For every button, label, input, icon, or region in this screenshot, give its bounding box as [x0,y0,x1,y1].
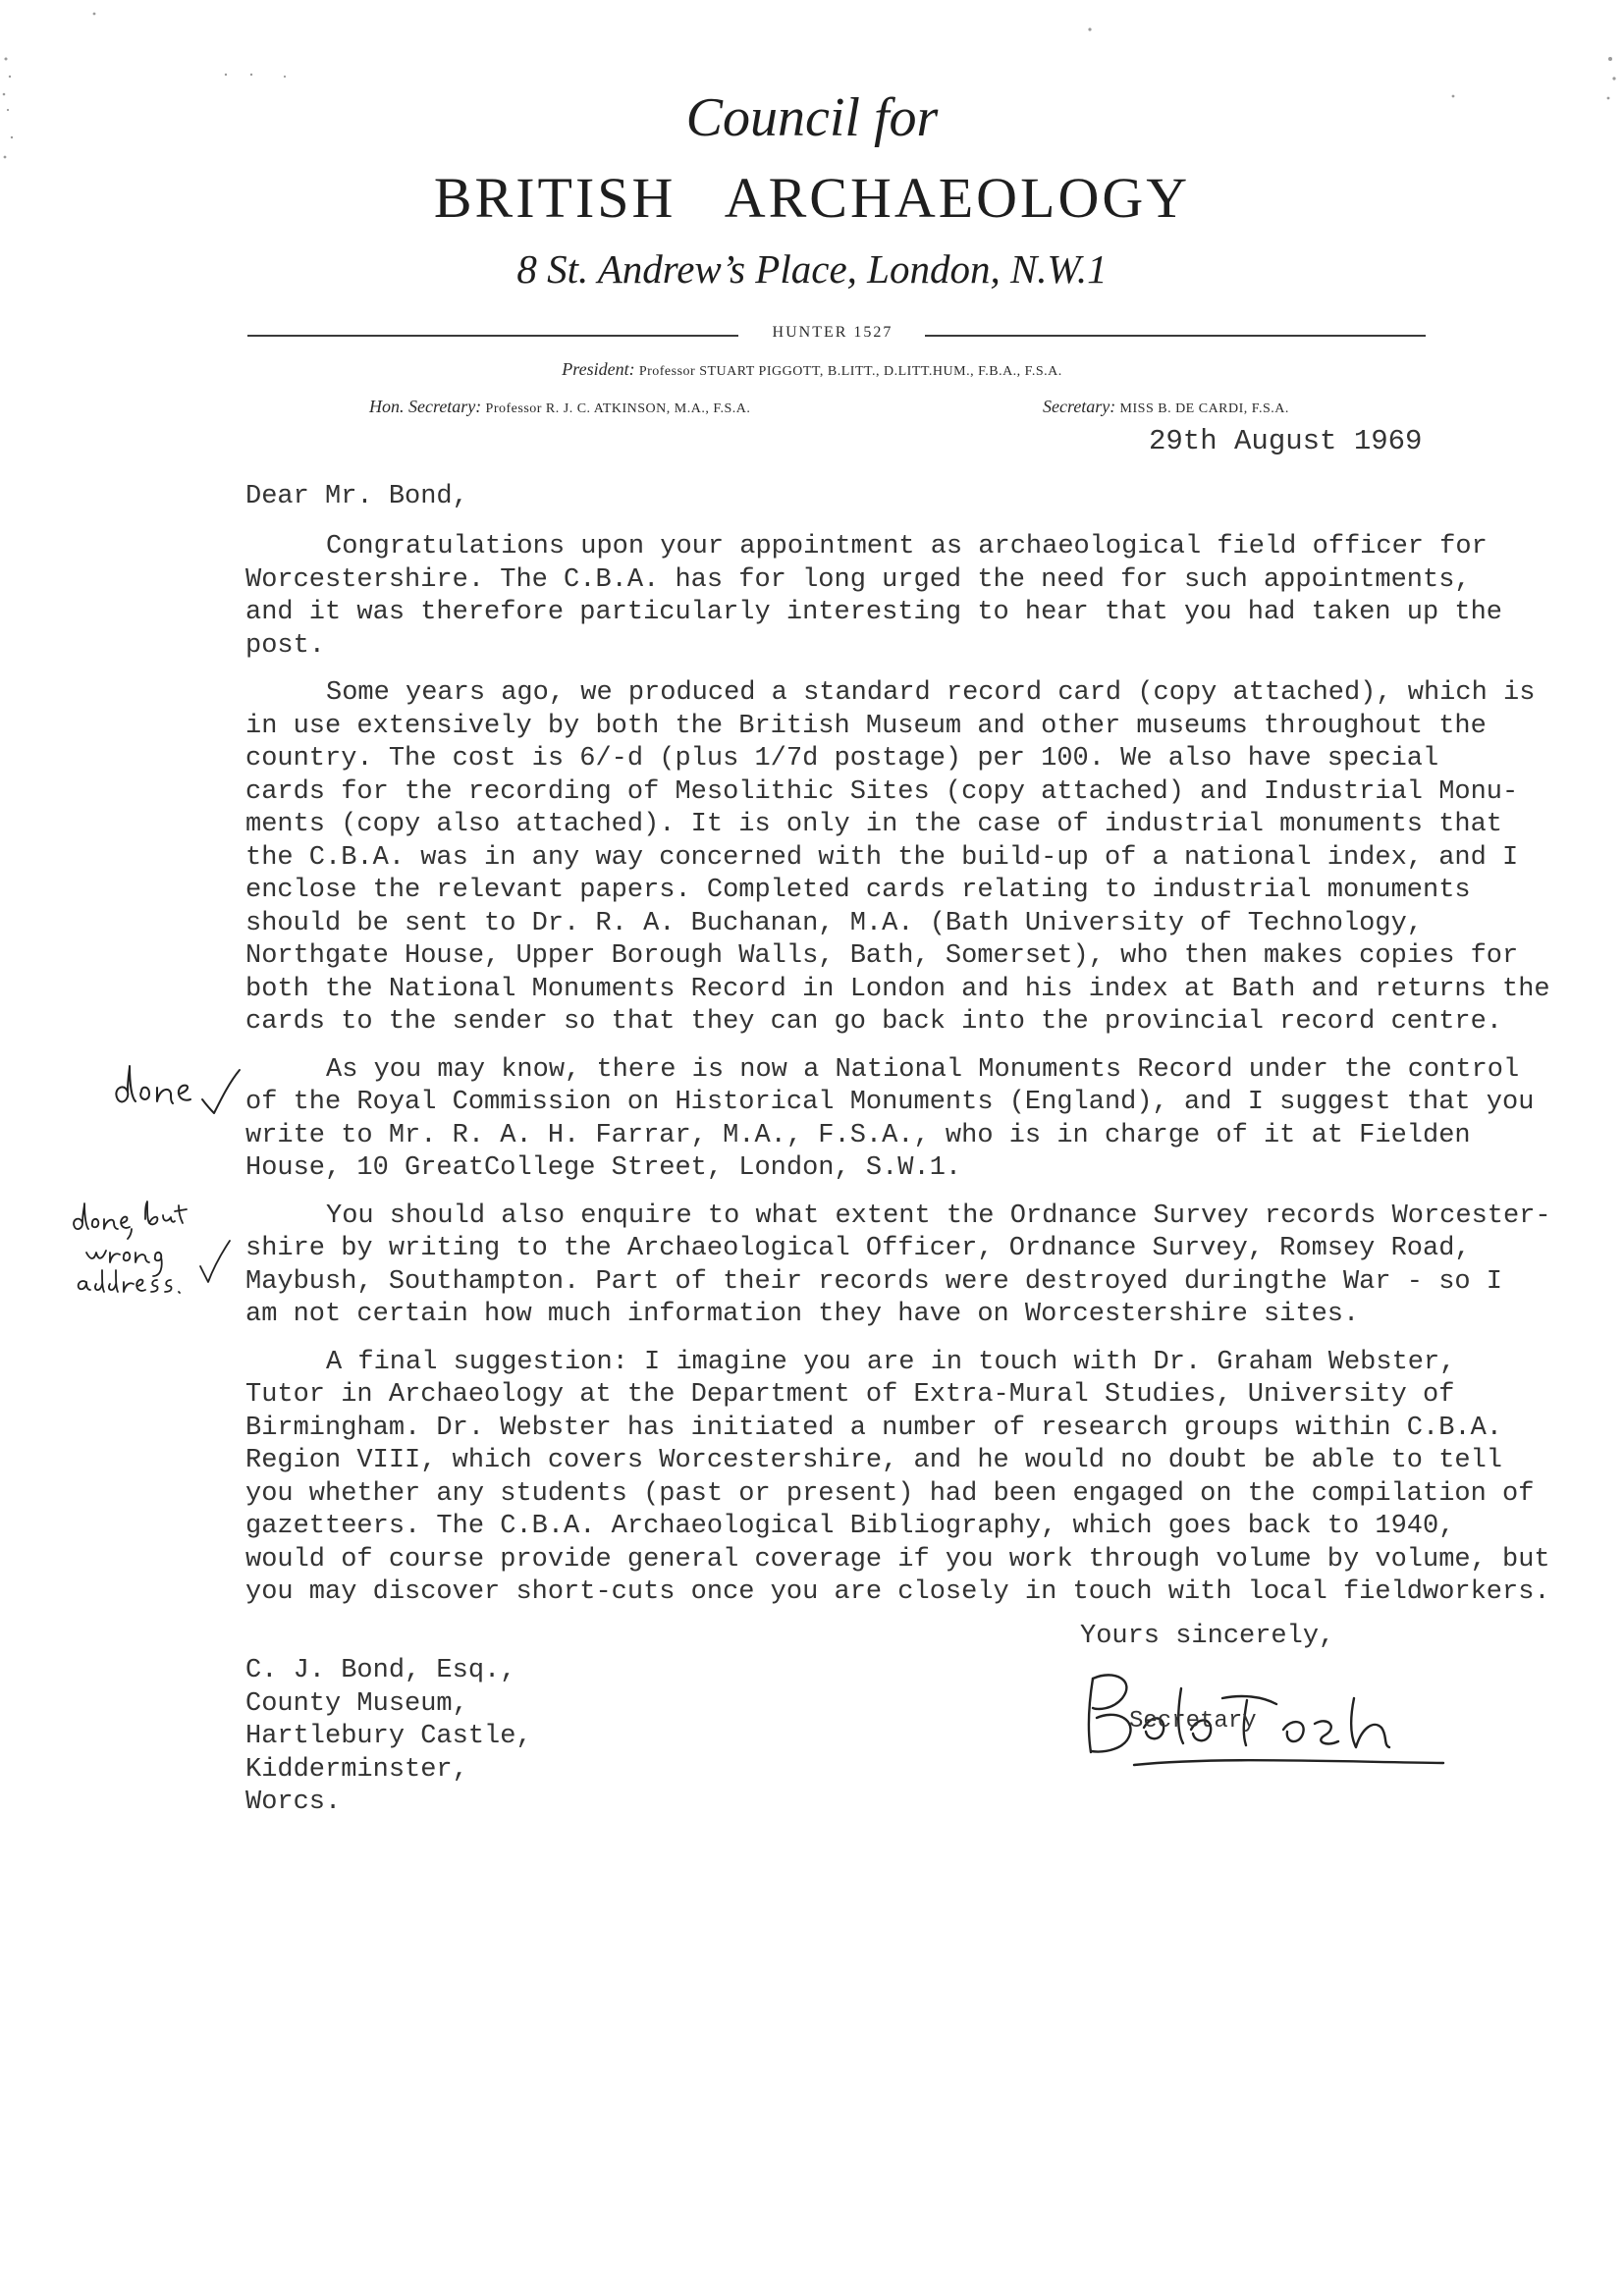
letterhead-rule-right [925,335,1426,337]
scan-specks [0,0,1624,196]
hon-secretary-role: Hon. Secretary: [369,397,482,416]
address-line: County Museum, [245,1688,468,1719]
address-line: C. J. Bond, Esq., [245,1656,516,1685]
handwritten-note-done [106,1060,253,1139]
secretary-name: MISS B. DE CARDI, F.S.A. [1119,401,1289,416]
paragraph [245,1201,1600,1332]
body-line: As you may know, there is now a National Monuments Record under the control [326,1054,1520,1085]
letter-salutation: Dear Mr. Bond, [245,482,468,511]
body-line: Worcestershire. The C.B.A. has for long urged the need for such appointments, [245,564,1471,595]
body-line: country. The cost is 6/-d (plus 1/7d postage) per 100. We also have special [245,744,1439,774]
address-line: Kidderminster, [245,1754,468,1785]
paragraph [245,1054,1600,1186]
body-line: post. [245,630,326,661]
body-line: you whether any students (past or present) had been engaged on the compilation of [245,1478,1535,1509]
body-line: You should also enquire to what extent the Ordnance Survey records Worcester- [326,1201,1551,1231]
body-line: ments (copy also attached). It is only in the case of industrial monuments that [245,810,1503,839]
address-line: Hartlebury Castle, [245,1722,532,1751]
body-line: Congratulations upon your appointment as archaeological field officer for [326,532,1488,561]
body-line: Maybush, Southampton. Part of their records were destroyed duringthe War - so I [245,1266,1503,1297]
body-line: of the Royal Commission on Historical Monuments (England), and I suggest that you [245,1088,1535,1117]
letterhead-organisation: BRITISH ARCHAEOLOGY [433,166,1191,230]
body-line: would of course provide general coverage if you work through volume by volume, but [245,1544,1550,1575]
body-line: enclose the relevant papers. Completed cards relating to industrial monuments [245,876,1471,905]
paragraph [245,1347,1600,1610]
president-role: President: [562,359,635,379]
letter-closing: Yours sincerely, [1080,1622,1335,1651]
letterhead-rule-left [247,335,738,337]
paragraph [245,677,1600,1040]
letterhead-hon-secretary [369,397,750,417]
paragraph [245,531,1600,663]
president-name: Professor STUART PIGGOTT, B.LITT., D.LITT.HUM., F.B.A., F.S.A. [638,364,1062,379]
body-line: should be sent to Dr. R. A. Buchanan, M.A. (Bath University of Technology, [245,908,1423,938]
body-line: write to Mr. R. A. H. Farrar, M.A., F.S.A., who is in charge of it at Fielden [245,1120,1471,1150]
hon-secretary-name: Professor R. J. C. ATKINSON, M.A., F.S.A. [485,401,751,416]
body-line: am not certain how much information they have on Worcestershire sites. [245,1300,1360,1329]
body-line: A final suggestion: I imagine you are in touch with Dr. Graham Webster, [326,1347,1456,1377]
handwritten-note-wrong-address [69,1198,236,1306]
signature-title: Secretary [1129,1708,1257,1735]
body-line: you may discover short-cuts once you are closely in touch with local fieldworkers. [245,1577,1550,1607]
body-line: Tutor in Archaeology at the Department of Extra-Mural Studies, University of [245,1380,1455,1410]
letter-body [245,531,1600,1625]
body-line: and it was therefore particularly interesting to hear that you had taken up the [245,598,1503,627]
body-line: House, 10 GreatCollege Street, London, S.W.1. [245,1153,962,1183]
letterhead-address: 8 St. Andrew’s Place, London, N.W.1 [516,246,1108,292]
letterhead-president [0,359,1624,380]
body-line: Some years ago, we produced a standard record card (copy attached), which is [326,678,1536,708]
body-line: cards for the recording of Mesolithic Sites (copy attached) and Industrial Monu- [245,776,1519,807]
body-line: in use extensively by both the British Museum and other museums throughout the [245,711,1487,741]
body-line: Birmingham. Dr. Webster has initiated a number of research groups within C.B.A. [245,1413,1503,1443]
letterhead-council: Council for [685,87,939,148]
body-line: Region VIII, which covers Worcestershire, and he would no doubt be able to tell [245,1446,1503,1475]
secretary-role: Secretary: [1043,397,1116,416]
body-line: cards to the sender so that they can go back into the provincial record centre. [245,1007,1503,1037]
body-line: both the National Monuments Record in London and his index at Bath and returns the [245,974,1550,1004]
letter-date: 29th August 1969 [1149,425,1423,457]
letterhead-telephone: HUNTER 1527 [772,324,893,341]
body-line: the C.B.A. was in any way concerned with the build-up of a national index, and I [245,842,1519,873]
recipient-address [245,1655,532,1820]
body-line: shire by writing to the Archaeological Officer, Ordnance Survey, Romsey Road, [245,1234,1471,1263]
body-line: gazetteers. The C.B.A. Archaeological Bibliography, which goes back to 1940, [245,1512,1455,1541]
address-line: Worcs. [245,1788,342,1817]
letterhead-secretary [1043,397,1289,417]
body-line: Northgate House, Upper Borough Walls, Bath, Somerset), who then makes copies for [245,941,1519,971]
